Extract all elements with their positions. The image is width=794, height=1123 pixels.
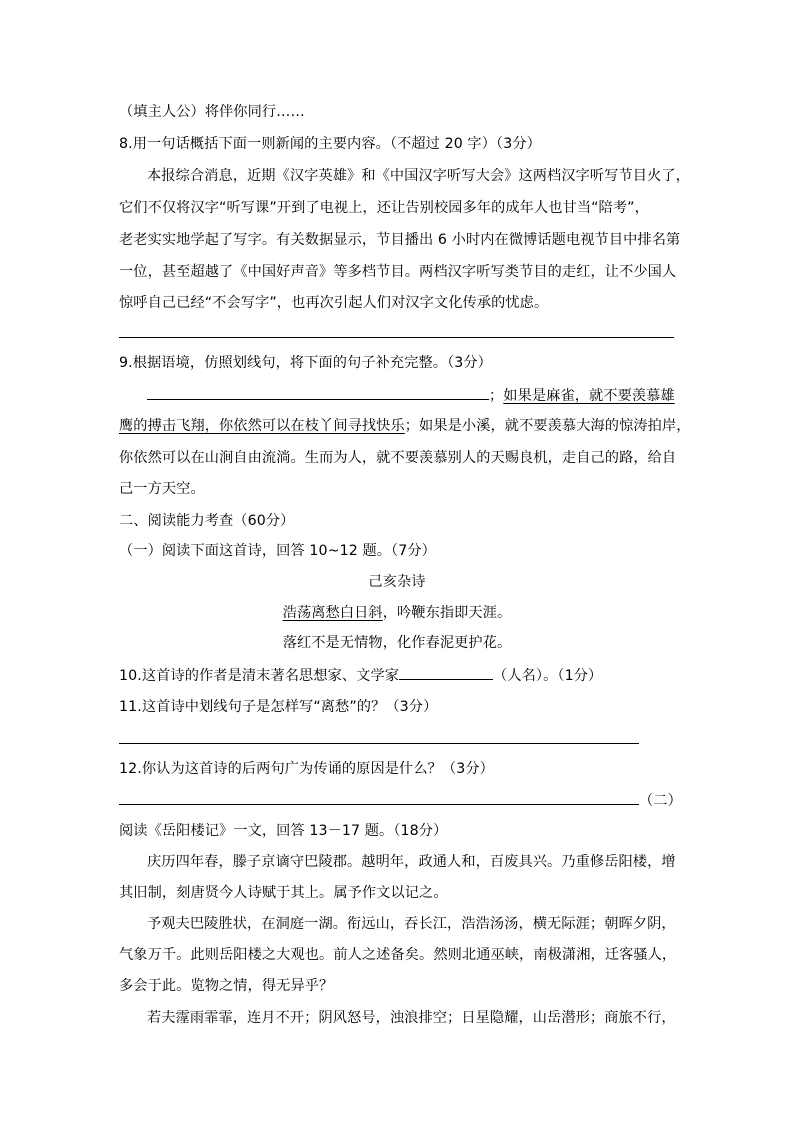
q9-line-3: 你依然可以在山涧自由流淌。生而为人，就不要羡慕别人的天赐良机，走自己的路，给自: [119, 450, 677, 466]
text-line-1: 庆历四年春，滕子京谪守巴陵郡。越明年，政通人和，百废具兴。乃重修岳阳楼，增: [147, 854, 676, 870]
question-9: 9.根据语境，仿照划线句，将下面的句子补充完整。（3分）: [119, 355, 492, 371]
text-line-6: 若夫霪雨霏霏，连月不开；阴风怒号，浊浪排空；日星隐耀，山岳潜形；商旅不行，: [147, 1010, 676, 1026]
answer-line-q8[interactable]: [119, 337, 674, 338]
poem-underlined-phrase: 浩荡离愁白日斜: [282, 605, 383, 621]
question-11: 11.这首诗中划线句子是怎样写“离愁”的？（3分）: [119, 699, 438, 715]
text-line-2: 其旧制，刻唐贤今人诗赋于其上。属予作文以记之。: [119, 885, 448, 901]
q10-text: 10.这首诗的作者是清末著名思想家、文学家: [119, 668, 400, 684]
text-line-5: 多会于此。览物之情，得无异乎？: [119, 978, 334, 994]
q10-fill-blank[interactable]: [399, 665, 493, 680]
question-8: 8.用一句话概括下面一则新闻的主要内容。（不超过 20 字）（3分）: [119, 136, 541, 152]
q9-semicolon: ；: [489, 388, 504, 404]
section-2-heading: 二、阅读能力考查（60分）: [119, 513, 295, 529]
subsection-1-heading: （一）阅读下面这首诗，回答 10~12 题。（7分）: [119, 543, 436, 559]
news-line-3: 老老实实地学起了写字。有关数据显示，节目播出 6 小时内在微博话题电视节目中排名第: [119, 232, 681, 248]
subsection-2-mark: （二）: [639, 793, 682, 809]
question-10: [119, 665, 602, 686]
q9-line-2: [119, 416, 691, 436]
question-12: 12.你认为这首诗的后两句广为传诵的原因是什么？（3分）: [119, 761, 494, 777]
q9-underlined-part-1: 如果是麻雀，就不要羡慕雄: [503, 388, 675, 404]
news-line-1: 本报综合消息，近期《汉字英雄》和《中国汉字听写大会》这两档汉字听写节目火了，: [147, 168, 690, 184]
news-line-5: 惊呼自己已经“不会写字”，也再次引起人们对汉字文化传承的忧虑。: [119, 295, 549, 311]
q9-underlined-part-2: 鹰的搏击飞翔，你依然可以在枝丫间寻找快乐: [119, 418, 405, 434]
q9-line-4: 己一方天空。: [119, 481, 205, 497]
poem-line-1: [0, 603, 794, 623]
text-line-4: 气象万千。此则岳阳楼之大观也。前人之述备矣。然则北通巫峡，南极潇湘，迁客骚人，: [119, 947, 677, 963]
answer-line-q11[interactable]: [119, 743, 639, 744]
q9-fill-blank[interactable]: [147, 385, 489, 400]
poem-line-1-rest: ，吟鞭东指即天涯。: [382, 605, 512, 621]
text-line-3: 予观夫巴陵胜状，在洞庭一湖。衔远山，吞长江，浩浩汤汤，横无际涯；朝晖夕阴，: [147, 916, 676, 932]
news-line-4: 一位，甚至超越了《中国好声音》等多档节目。两档汉字听写类节目的走红，让不少国人: [119, 264, 677, 280]
q12-answer-line: [119, 790, 682, 811]
subsection-2-heading: 阅读《岳阳楼记》一文，回答 13－17 题。（18分）: [119, 823, 448, 839]
q7-tail-line: （填主人公）将伴你同行……: [119, 104, 305, 120]
q10-suffix: （人名）。（1分）: [493, 668, 603, 684]
q9-line-2-rest: ；如果是小溪，就不要羡慕大海的惊涛拍岸，: [404, 418, 691, 434]
q9-line-1: [119, 385, 675, 406]
poem-title: 己亥杂诗: [368, 574, 426, 590]
news-line-2: 它们不仅将汉字“听写课”开到了电视上，还让告别校园多年的成年人也甘当“陪考”，: [119, 200, 649, 216]
poem-line-2: 落红不是无情物，化作春泥更护花。: [282, 635, 512, 651]
answer-line-q12[interactable]: [119, 790, 639, 805]
